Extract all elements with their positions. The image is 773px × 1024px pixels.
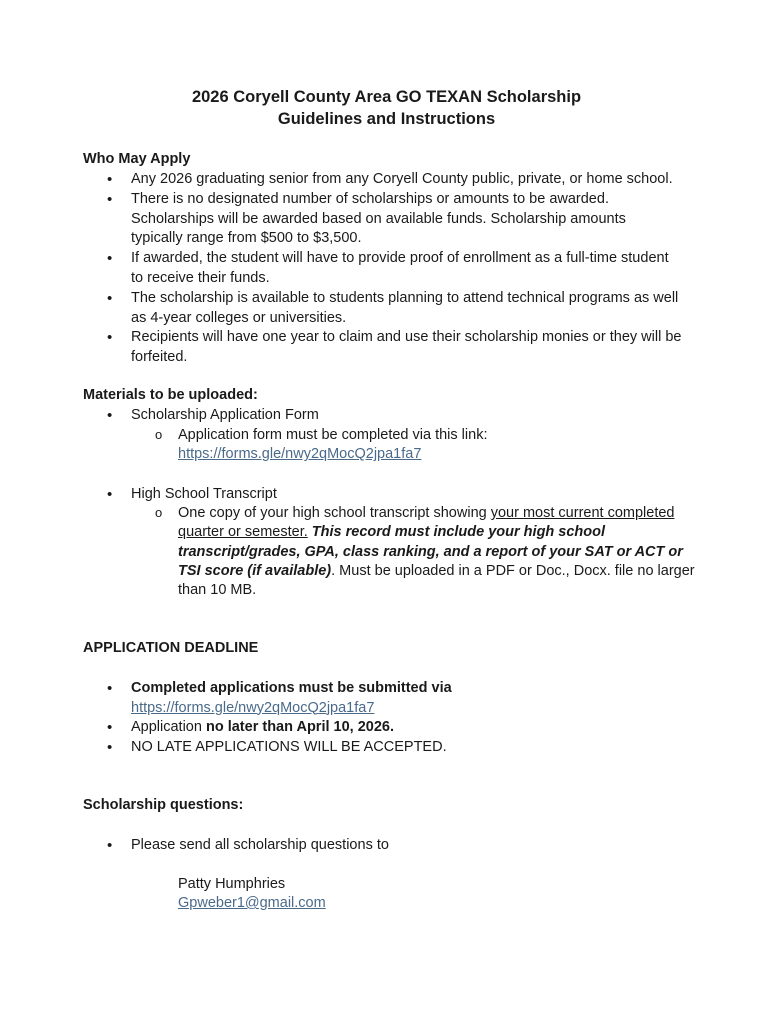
transcript-item: • High School Transcript	[131, 485, 711, 505]
transcript-underlined-text: your most current completed quarter or semester.	[178, 505, 675, 541]
who-may-apply-item-2: • There is no designated number of scholarships or amounts to be awarded. Scholarships will be awarded based on available funds. Scholarship amounts typically range from $500 to $3,500.	[131, 190, 671, 249]
transcript-text-1: One copy of your high school transcript showing	[178, 505, 491, 521]
application-form-instruction	[178, 426, 718, 465]
document-title-line1: 2026 Coryell County Area GO TEXAN Scholarship	[191, 88, 582, 106]
application-form-link[interactable]: https://forms.gle/nwy2qMocQ2jpa1fa7	[178, 446, 422, 463]
who-may-apply-item-4: • The scholarship is available to students planning to attend technical programs as well as 4-year colleges or universities.	[131, 289, 696, 328]
deadline-item-3: • NO LATE APPLICATIONS WILL BE ACCEPTED.	[131, 738, 711, 758]
contact-email-link[interactable]: Gpweber1@gmail.com	[178, 895, 326, 911]
questions-heading: Scholarship questions:	[83, 797, 244, 813]
transcript-text-2: . Must be uploaded in a PDF or Doc., Docx. file no larger than 10 MB.	[178, 562, 695, 599]
materials-heading: Materials to be uploaded:	[83, 387, 258, 403]
who-may-apply-item-5: • Recipients will have one year to claim and use their scholarship monies or they will be forfeited.	[131, 328, 706, 367]
questions-item: • Please send all scholarship questions to	[131, 836, 711, 856]
deadline-date: no later than April 10, 2026.	[205, 719, 394, 735]
deadline-item-1-text: Completed applications must be submitted via	[131, 680, 452, 696]
who-may-apply-item-3: • If awarded, the student will have to provide proof of enrollment as a full-time student to receive their funds.	[131, 249, 671, 288]
deadline-item-2	[131, 718, 711, 738]
deadline-form-link[interactable]: https://forms.gle/nwy2qMocQ2jpa1fa7	[131, 699, 375, 716]
deadline-item-1	[131, 679, 711, 718]
deadline-heading: APPLICATION DEADLINE	[83, 640, 259, 656]
application-form-item: • Scholarship Application Form	[131, 406, 711, 426]
transcript-instruction	[178, 504, 698, 600]
transcript-requirements-text: This record must include your high school transcript/grades, GPA, class ranking, and a report of your SAT or ACT or TSI score (if available)	[178, 524, 683, 579]
who-may-apply-item-1: • Any 2026 graduating senior from any Coryell County public, private, or home school.	[131, 170, 711, 190]
deadline-item-2-prefix: Application	[131, 719, 206, 735]
contact-name: Patty Humphries	[178, 876, 286, 892]
application-form-text: Application form must be completed via this link:	[178, 427, 488, 443]
document-title-line2: Guidelines and Instructions	[277, 110, 496, 128]
who-may-apply-heading: Who May Apply	[83, 151, 191, 167]
